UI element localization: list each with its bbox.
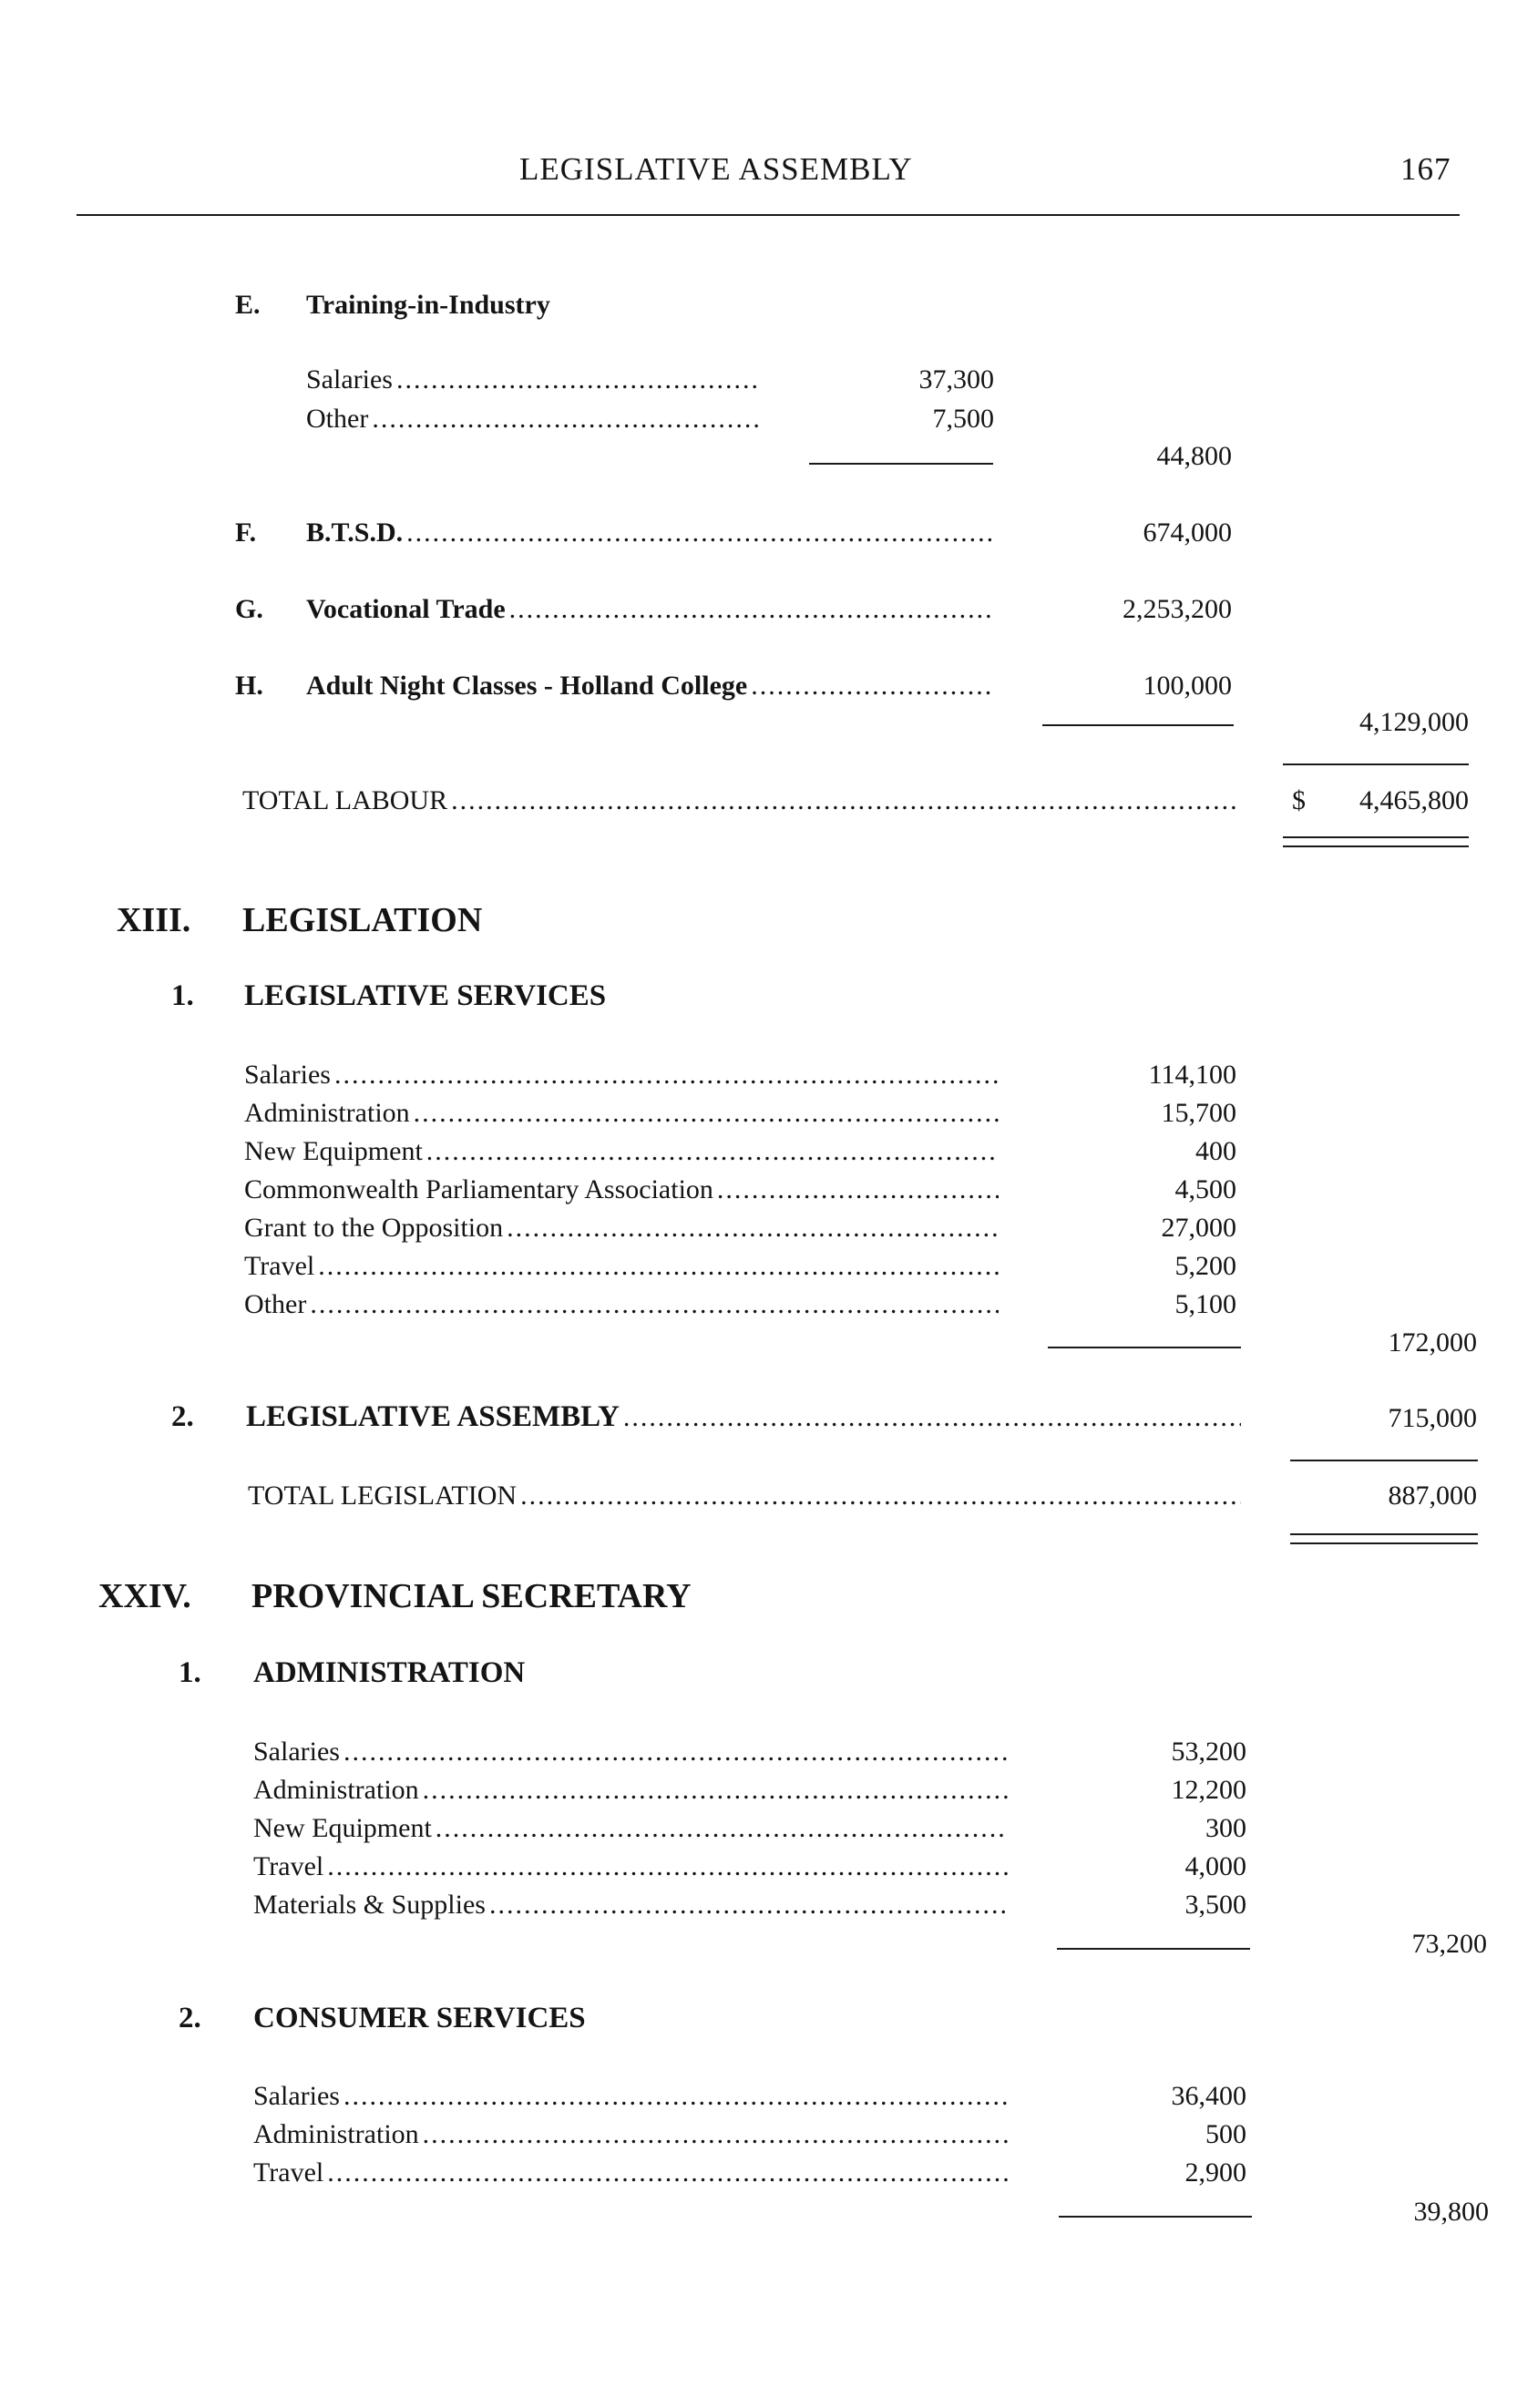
item-value: 5,200 bbox=[1174, 1251, 1236, 1281]
section-total-value: 39,800 bbox=[1413, 2197, 1489, 2227]
section-letter-h: H. bbox=[235, 671, 263, 701]
list-item bbox=[253, 1813, 1008, 1844]
chapter-title: PROVINCIAL SECRETARY bbox=[251, 1577, 692, 1615]
double-rule-bottom bbox=[1283, 845, 1469, 847]
group-total-value: 4,129,000 bbox=[1359, 707, 1469, 737]
item-value: 12,200 bbox=[1171, 1775, 1246, 1805]
list-item bbox=[244, 1136, 999, 1167]
page-number: 167 bbox=[1400, 151, 1451, 187]
item-value: 36,400 bbox=[1171, 2081, 1246, 2111]
double-rule-bottom bbox=[1290, 1542, 1478, 1544]
section-title: LEGISLATIVE SERVICES bbox=[244, 979, 607, 1012]
list-item bbox=[253, 2119, 1008, 2150]
item-label: Travel bbox=[244, 1251, 315, 1281]
subtotal-rule bbox=[1042, 724, 1234, 726]
list-item bbox=[246, 1400, 1241, 1434]
chapter-numeral: XXIV. bbox=[98, 1577, 191, 1615]
total-labour-row bbox=[242, 785, 1236, 816]
item-label: Salaries bbox=[306, 364, 393, 395]
total-value: 887,000 bbox=[1388, 1481, 1477, 1511]
section-number: 1. bbox=[171, 979, 194, 1012]
section-title-training: Training-in-Industry bbox=[306, 290, 550, 320]
item-label: Commonwealth Parliamentary Association bbox=[244, 1174, 713, 1204]
item-value: 4,000 bbox=[1184, 1851, 1246, 1881]
list-item bbox=[244, 1098, 999, 1129]
header-rule bbox=[77, 214, 1460, 216]
item-value: 5,100 bbox=[1174, 1289, 1236, 1319]
item-label: Grant to the Opposition bbox=[244, 1213, 504, 1243]
list-item bbox=[253, 1890, 1008, 1921]
chapter-numeral: XIII. bbox=[117, 901, 191, 939]
list-item bbox=[306, 594, 993, 625]
item-value: 15,700 bbox=[1161, 1098, 1236, 1128]
list-item bbox=[244, 1060, 999, 1091]
list-item bbox=[253, 2081, 1008, 2112]
item-label: Materials & Supplies bbox=[253, 1890, 486, 1920]
subtotal-rule bbox=[1048, 1347, 1241, 1348]
item-value: 500 bbox=[1205, 2119, 1246, 2149]
item-value: 2,253,200 bbox=[1123, 594, 1232, 624]
list-item bbox=[253, 1775, 1008, 1806]
item-label: Administration bbox=[244, 1098, 410, 1128]
section-total-value: 73,200 bbox=[1411, 1929, 1487, 1959]
item-value: 674,000 bbox=[1143, 517, 1232, 548]
item-label: Vocational Trade bbox=[306, 594, 506, 624]
item-label: Adult Night Classes - Holland College bbox=[306, 671, 748, 701]
list-item bbox=[253, 1851, 1008, 1882]
section-total-value: 172,000 bbox=[1388, 1327, 1477, 1358]
list-item bbox=[244, 1174, 999, 1205]
item-value: 53,200 bbox=[1171, 1737, 1246, 1767]
item-label: B.T.S.D. bbox=[306, 517, 404, 548]
double-rule-top bbox=[1290, 1533, 1478, 1535]
item-label: Administration bbox=[253, 2119, 419, 2149]
subtotal-rule bbox=[1059, 2216, 1252, 2218]
section-title: CONSUMER SERVICES bbox=[253, 2002, 586, 2034]
subtotal-rule bbox=[1057, 1948, 1250, 1950]
list-item bbox=[244, 1251, 999, 1282]
section-number: 2. bbox=[179, 2002, 201, 2034]
list-item bbox=[253, 2157, 1008, 2188]
chapter-title: LEGISLATION bbox=[242, 901, 483, 939]
item-value: 300 bbox=[1205, 1813, 1246, 1843]
item-value: 114,100 bbox=[1148, 1060, 1236, 1090]
currency-symbol: $ bbox=[1292, 785, 1306, 815]
item-label: New Equipment bbox=[253, 1813, 432, 1843]
page-title: LEGISLATIVE ASSEMBLY bbox=[519, 151, 913, 187]
total-rule bbox=[1283, 763, 1469, 765]
list-item bbox=[253, 1737, 1008, 1768]
section-letter-f: F. bbox=[235, 517, 257, 548]
item-label: Salaries bbox=[253, 2081, 340, 2111]
item-label: Administration bbox=[253, 1775, 419, 1805]
total-rule bbox=[1290, 1460, 1478, 1461]
list-item bbox=[306, 404, 762, 435]
item-label: New Equipment bbox=[244, 1136, 423, 1166]
list-item bbox=[244, 1289, 999, 1320]
item-label: Salaries bbox=[244, 1060, 331, 1090]
item-label: Travel bbox=[253, 1851, 324, 1881]
list-item bbox=[306, 671, 993, 702]
list-item bbox=[244, 1213, 999, 1244]
item-label: Travel bbox=[253, 2157, 324, 2188]
section-title: LEGISLATIVE ASSEMBLY bbox=[246, 1400, 620, 1433]
item-value: 4,500 bbox=[1174, 1174, 1236, 1204]
item-value: 2,900 bbox=[1184, 2157, 1246, 2188]
section-number: 2. bbox=[171, 1400, 194, 1433]
list-item bbox=[306, 517, 993, 548]
subtotal-value: 44,800 bbox=[1156, 441, 1232, 471]
item-value: 715,000 bbox=[1388, 1403, 1477, 1433]
double-rule-top bbox=[1283, 836, 1469, 838]
total-value: 4,465,800 bbox=[1359, 785, 1469, 815]
item-label: Other bbox=[306, 404, 369, 434]
subtotal-rule bbox=[809, 463, 993, 465]
total-label: TOTAL LABOUR bbox=[242, 785, 448, 815]
section-letter-g: G. bbox=[235, 594, 263, 624]
item-value: 3,500 bbox=[1184, 1890, 1246, 1920]
section-number: 1. bbox=[179, 1656, 201, 1689]
total-legislation-row bbox=[248, 1481, 1241, 1511]
item-value: 27,000 bbox=[1161, 1213, 1236, 1243]
item-label: Salaries bbox=[253, 1737, 340, 1767]
item-value: 400 bbox=[1195, 1136, 1236, 1166]
section-letter-e: E. bbox=[235, 290, 261, 320]
item-value: 100,000 bbox=[1143, 671, 1232, 701]
item-label: Other bbox=[244, 1289, 307, 1319]
section-title: ADMINISTRATION bbox=[253, 1656, 526, 1689]
list-item bbox=[306, 364, 762, 395]
item-value: 7,500 bbox=[932, 404, 994, 434]
total-label: TOTAL LEGISLATION bbox=[248, 1481, 518, 1511]
item-value: 37,300 bbox=[918, 364, 994, 395]
